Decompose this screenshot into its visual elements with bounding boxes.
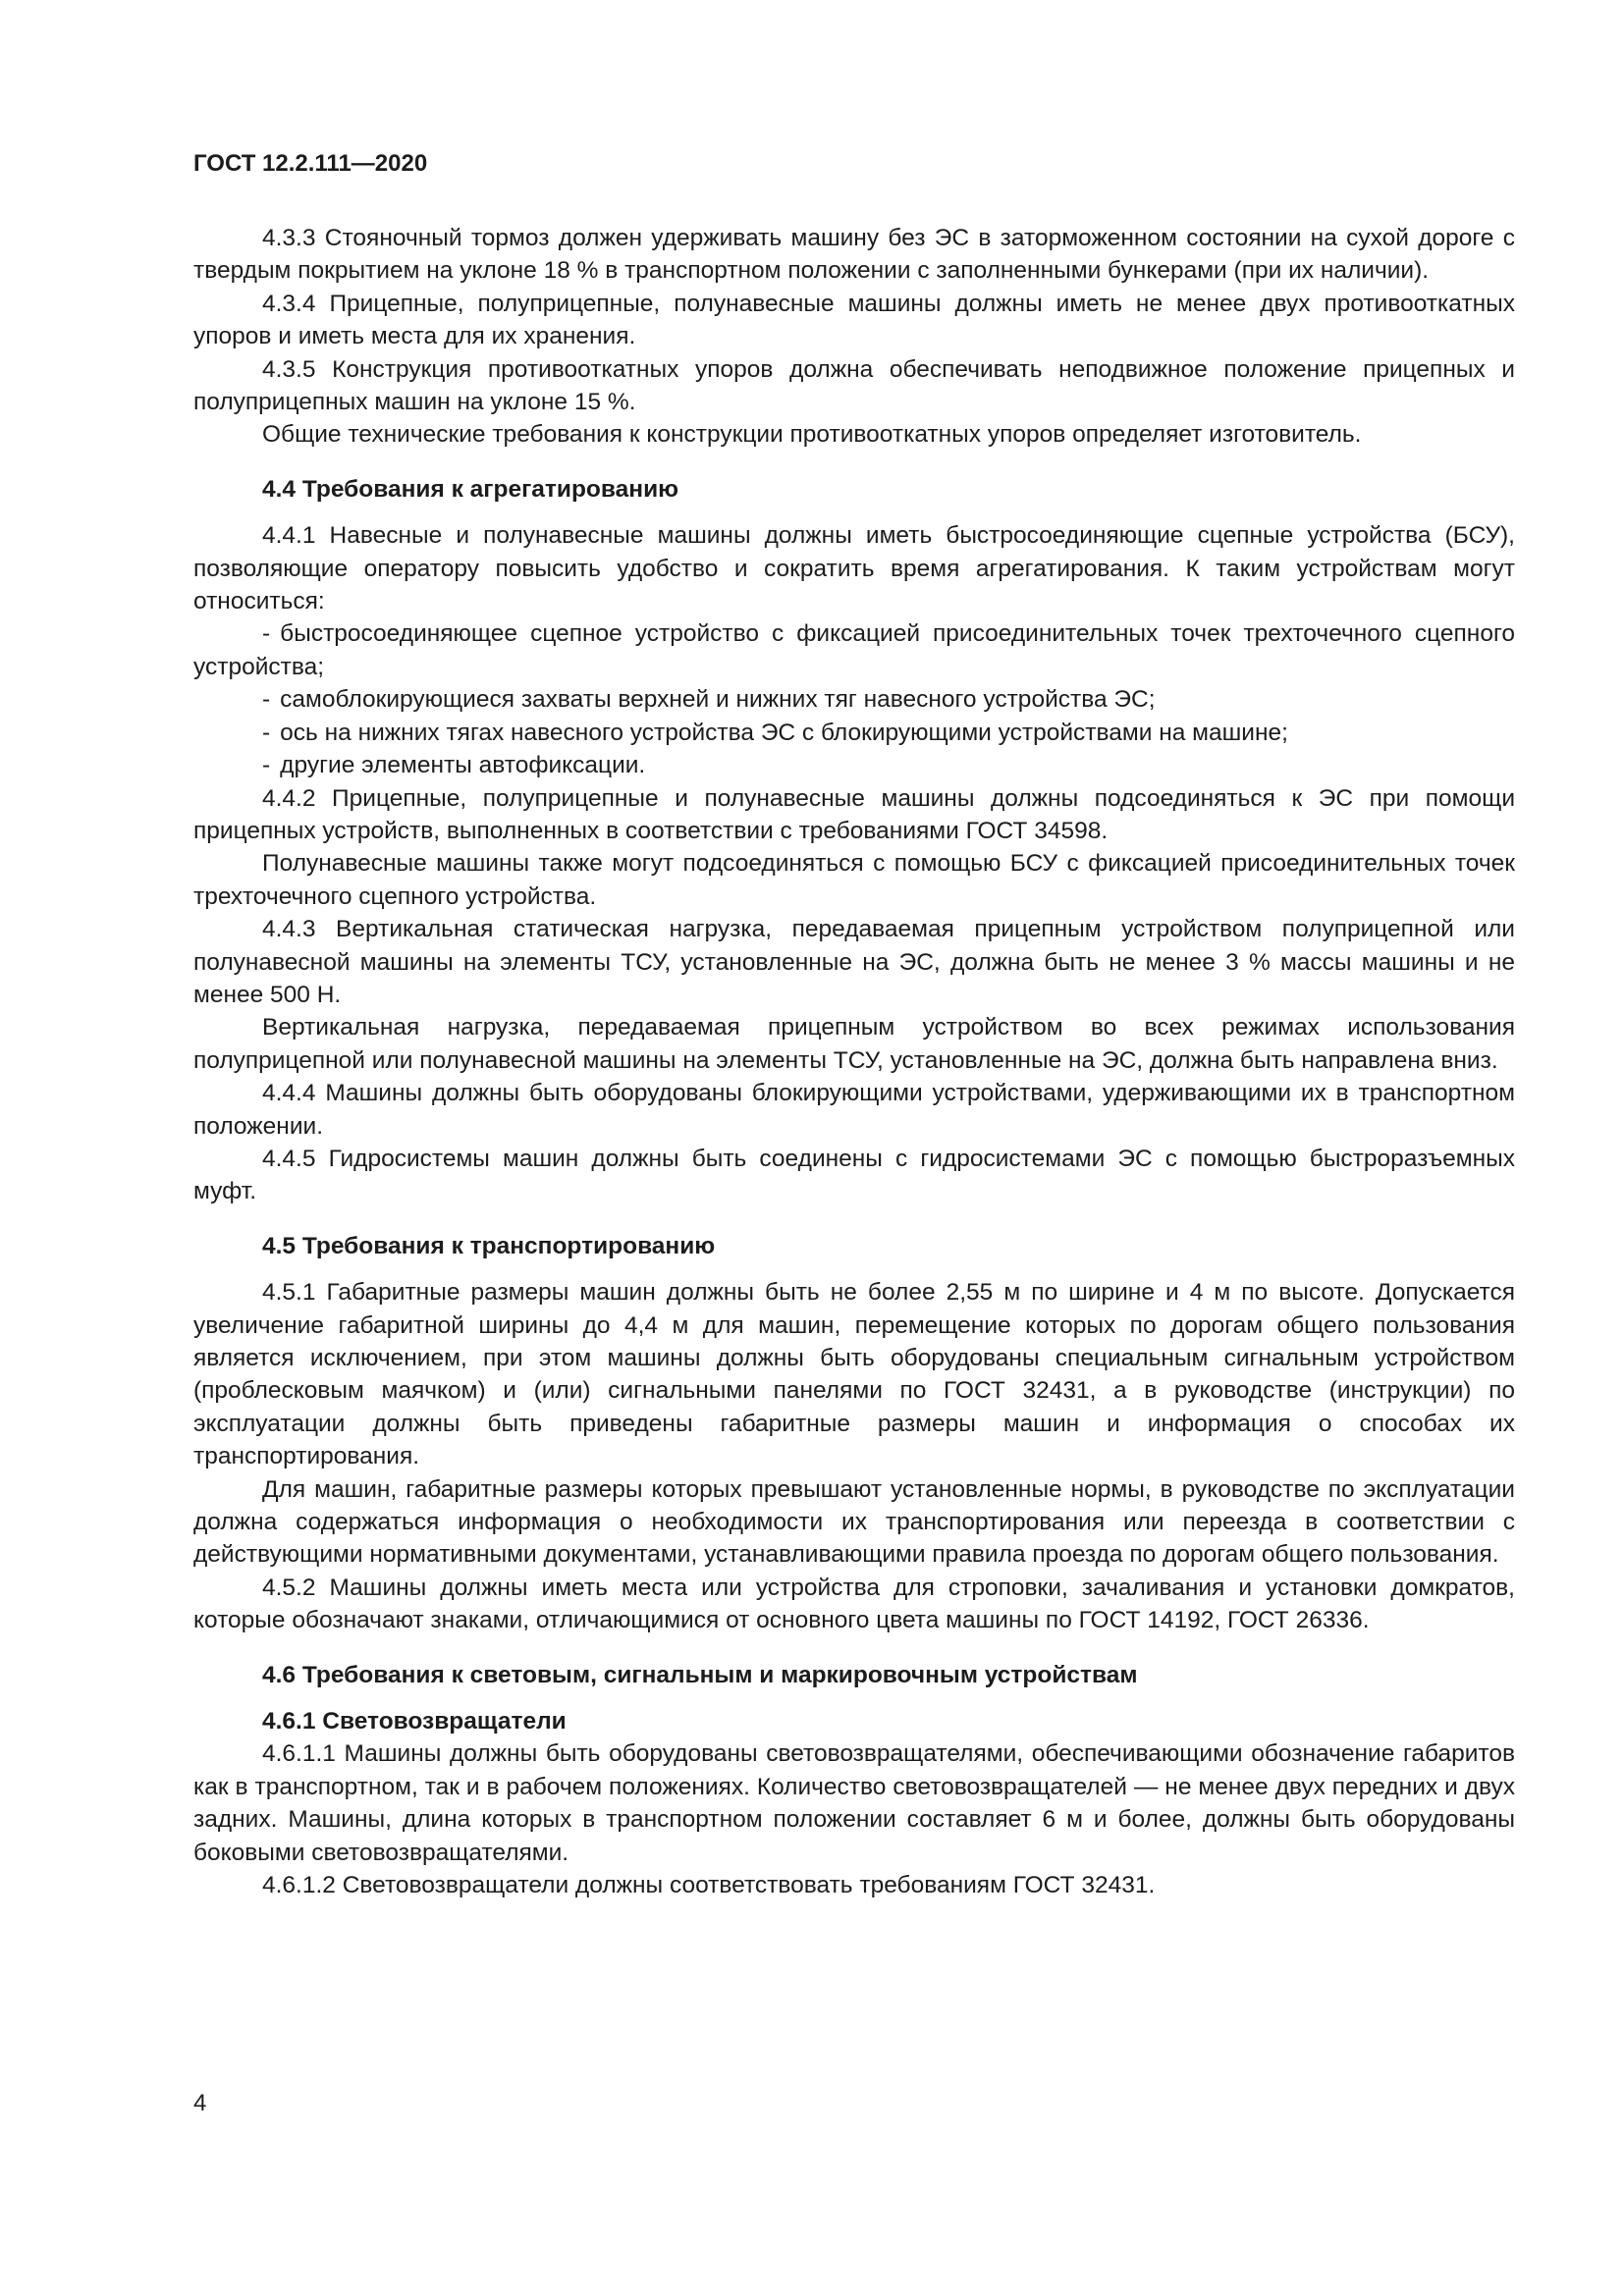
paragraph: 4.4.5 Гидросистемы машин должны быть соединены с гидросистемами ЭС с помощью быстроразъемных муфт. <box>193 1145 1515 1205</box>
paragraph: 4.3.3 Стояночный тормоз должен удерживать машину без ЭС в заторможенном состоянии на сухой дороге с твердым покрытием на уклоне 18 % в транспортном положении с заполненными бункерами (при их наличии). <box>193 225 1515 285</box>
list-item-text: самоблокирующиеся захваты верхней и нижних тяг навесного устройства ЭС; <box>280 686 1156 714</box>
list-item <box>193 749 1515 781</box>
list-item <box>193 617 1515 683</box>
paragraph: 4.4.4 Машины должны быть оборудованы блокирующими устройствами, удерживающими их в транспортном положении. <box>193 1080 1515 1140</box>
section-heading: 4.4 Требования к агрегатированию <box>262 475 679 503</box>
list-item-text: ось на нижних тягах навесного устройства ЭС с блокирующими устройствами на машине; <box>280 719 1288 746</box>
list-item <box>193 717 1515 749</box>
paragraph: 4.5.2 Машины должны иметь места или устройства для строповки, зачаливания и установки домкратов, которые обозначают знаками, отличающимися от основного цвета машины по ГОСТ 14192, ГОСТ 26336. <box>193 1574 1515 1634</box>
paragraph: 4.4.1 Навесные и полунавесные машины должны иметь быстросоединяющие сцепные устройства (БСУ), позволяющие оператору повысить удобство и сократить время агрегатирования. К таким устройствам могут относиться: <box>193 522 1515 615</box>
subsection-heading: 4.6.1 Световозвращатели <box>262 1708 567 1735</box>
paragraph: 4.6.1.1 Машины должны быть оборудованы световозвращателями, обеспечивающими обозначение габаритов как в транспортном, так и в рабочем положениях. Количество световозвращателей — не менее двух передних и двух задних. Машины, длина которых в транспортном положении составляет 6 м и более, должны быть оборудованы боковыми световозвращателями. <box>193 1740 1515 1866</box>
section-heading: 4.6 Требования к световым, сигнальным и маркировочным устройствам <box>262 1661 1138 1688</box>
page-number: 4 <box>193 2090 207 2116</box>
paragraph: 4.5.1 Габаритные размеры машин должны быть не более 2,55 м по ширине и 4 м по высоте. Допускается увеличение габаритной ширины до 4,4 м для машин, перемещение которых по дорогам общего пользования является исключением, при этом машины должны быть оборудованы специальным сигнальным устройством (проблесковым маячком) и (или) сигнальными панелями по ГОСТ 32431, а в руководстве (инструкции) по эксплуатации должны быть приведены габаритные размеры машин и информация о способах их транспортирования. <box>193 1279 1515 1470</box>
document-header: ГОСТ 12.2.111—2020 <box>193 150 428 177</box>
list-item <box>193 683 1515 716</box>
paragraph: Для машин, габаритные размеры которых превышают установленные нормы, в руководстве по эксплуатации должна содержаться информация о необходимости их транспортирования или переезда в соответствии с действующими нормативными документами, устанавливающими правила проезда по дорогам общего пользования. <box>193 1475 1515 1569</box>
paragraph: 4.6.1.2 Световозвращатели должны соответствовать требованиям ГОСТ 32431. <box>262 1872 1156 1899</box>
paragraph: Вертикальная нагрузка, передаваемая прицепным устройством во всех режимах использования полуприцепной или полунавесной машины на элементы ТСУ, установленные на ЭС, должна быть направлена вниз. <box>193 1014 1515 1074</box>
list-dash: - <box>262 686 271 714</box>
list-dash: - <box>262 719 271 746</box>
paragraph: 4.4.2 Прицепные, полуприцепные и полунавесные машины должны подсоединяться к ЭС при помощи прицепных устройств, выполненных в соответствии с требованиями ГОСТ 34598. <box>193 784 1515 844</box>
list-dash: - <box>262 752 271 779</box>
list-dash: - <box>262 620 271 648</box>
document-body <box>193 222 1515 1902</box>
paragraph: Общие технические требования к конструкции противооткатных упоров определяет изготовитель. <box>262 421 1362 449</box>
paragraph: 4.3.5 Конструкция противооткатных упоров должна обеспечивать неподвижное положение прицепных и полуприцепных машин на уклоне 15 %. <box>193 355 1515 416</box>
list-item-text: другие элементы автофиксации. <box>280 752 646 779</box>
paragraph: 4.3.4 Прицепные, полуприцепные, полунавесные машины должны иметь не менее двух противооткатных упоров и иметь места для их хранения. <box>193 290 1515 350</box>
paragraph: 4.4.3 Вертикальная статическая нагрузка, передаваемая прицепным устройством полуприцепной или полунавесной машины на элементы ТСУ, установленные на ЭС, должна быть не менее 3 % массы машины и не менее 500 Н. <box>193 916 1515 1008</box>
paragraph: Полунавесные машины также могут подсоединяться с помощью БСУ с фиксацией присоединительных точек трехточечного сцепного устройства. <box>193 850 1515 910</box>
list-item-text: быстросоединяющее сцепное устройство с фиксацией присоединительных точек трехточечного сцепного устройства; <box>193 620 1515 680</box>
section-heading: 4.5 Требования к транспортированию <box>262 1232 716 1259</box>
